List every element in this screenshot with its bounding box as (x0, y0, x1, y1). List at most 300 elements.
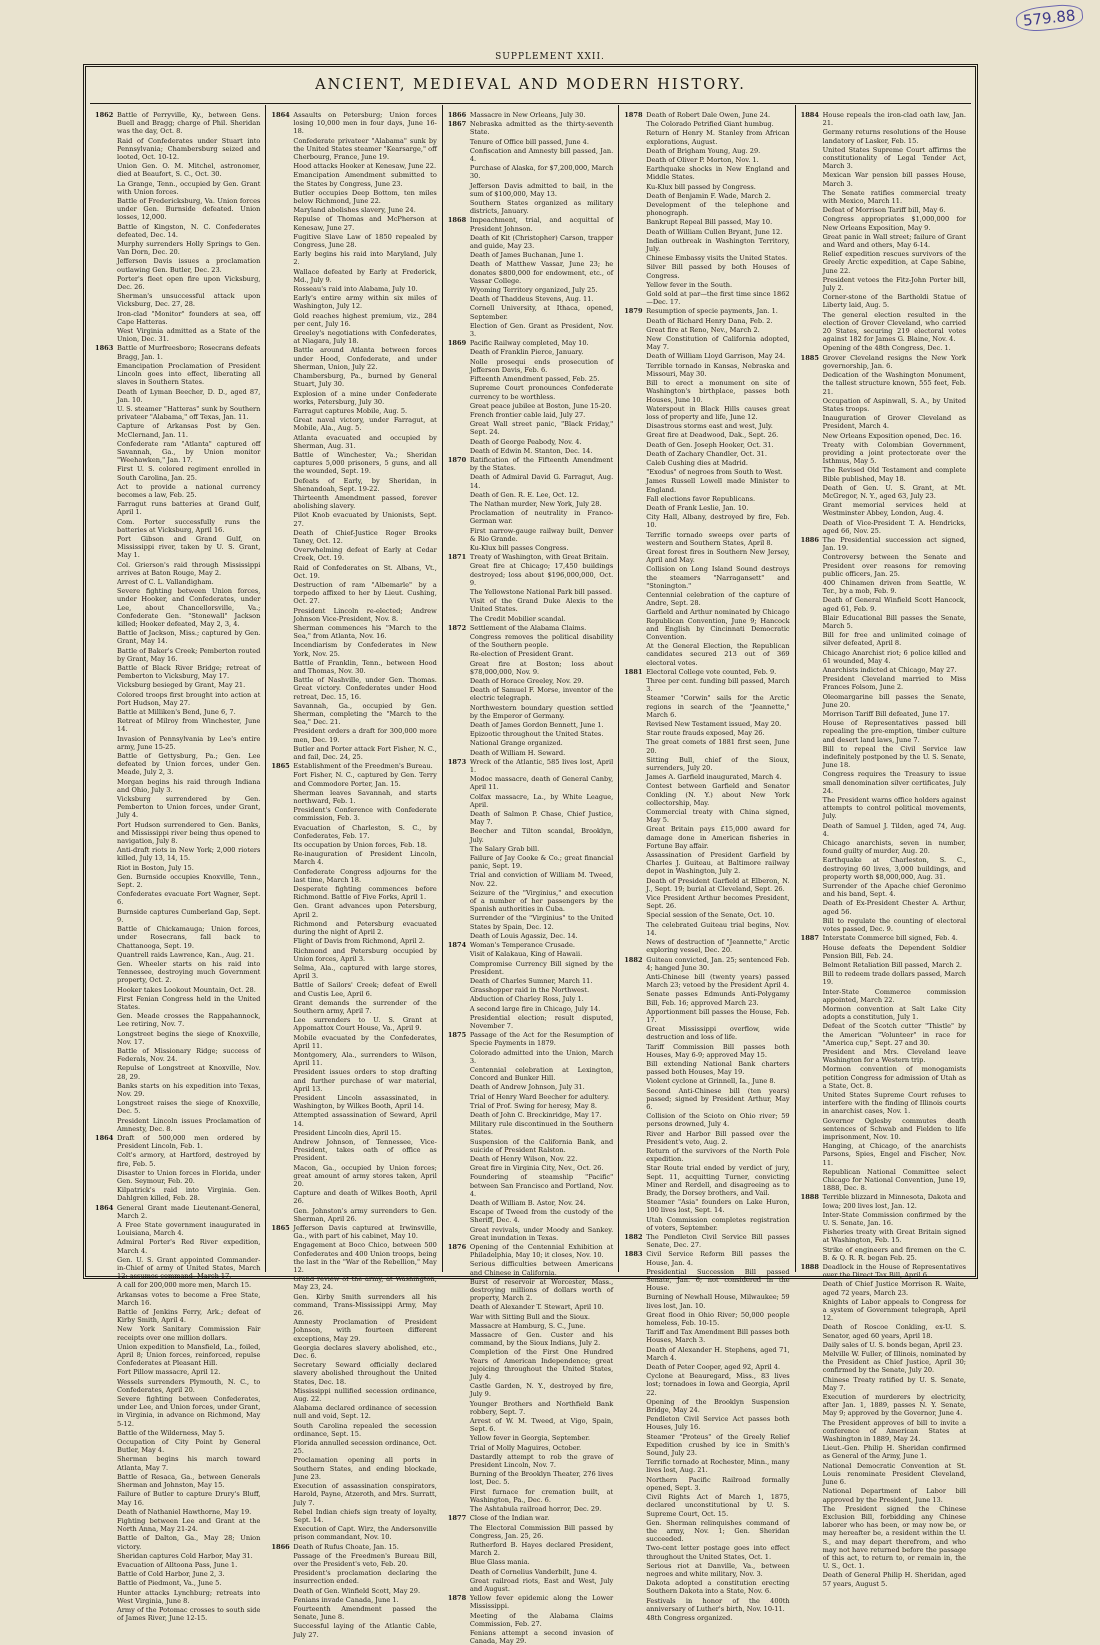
entry-year (271, 937, 293, 945)
entry-year (801, 311, 823, 344)
entry-text: Guiteau convicted, Jan. 25; sentenced Feb. 4; hanged June 30. (646, 955, 790, 972)
entry-text: Death of Oliver P. Morton, Nov. 1. (646, 156, 759, 165)
history-entry (95, 1238, 260, 1254)
entry-text: Congress requires the Treasury to issue small denomination silver certificates, July 24. (822, 770, 967, 795)
entry-text: Surrender of the "Virginius" to the United States by Spain, Dec. 12. (469, 914, 614, 931)
history-entry (95, 1561, 260, 1569)
history-entry (624, 335, 789, 351)
history-entry (801, 1022, 966, 1047)
entry-text: Riot in Boston, July 15. (117, 863, 194, 872)
history-entry (95, 1256, 260, 1281)
entry-text: Death of Alexander T. Stewart, April 10. (469, 1303, 604, 1312)
entry-text: Hanging, at Chicago, of the anarchists Parsons, Spies, Engel and Fischer, Nov. 11. (822, 1142, 967, 1167)
history-entry (271, 641, 436, 657)
entry-text: Col. Grierson's raid through Mississippi arrives at Baton Rouge, May 2. (117, 560, 261, 577)
entry-year (95, 1064, 117, 1080)
entry-year: 1865 (271, 762, 290, 771)
history-entry (624, 450, 789, 458)
history-entry (271, 1569, 436, 1585)
entry-text: Morrison Tariff Bill defeated, June 17. (822, 710, 950, 719)
history-entry (624, 1493, 789, 1518)
history-entry (801, 536, 966, 552)
history-entry (448, 216, 613, 232)
entry-year (801, 171, 823, 187)
entry-year (448, 1303, 470, 1311)
entry-year (271, 285, 293, 293)
entry-text: Battle of Jackson, Miss.; captured by Gen. Grant, May 14. (117, 629, 261, 646)
entry-text: Cyclone at Beauregard, Miss., 83 lives lost; tornadoes in Iowa and Georgia, April 22. (646, 1372, 790, 1397)
entry-text: Death of President Garfield at Elberon, N. J., Sept. 19; burial at Cleveland, Sept. 26. (646, 876, 790, 893)
entry-year (448, 527, 470, 543)
entry-year (448, 1049, 470, 1065)
entry-text: Completion of the First One Hundred Years of American Independence; great rejoicing throughout the United States, July 4. (469, 1348, 614, 1382)
entry-year: 1886 (800, 535, 819, 544)
entry-text: Battle of Jenkins Ferry, Ark.; defeat of Kirby Smith, April 4. (117, 1308, 261, 1325)
entry-year (271, 1094, 293, 1110)
entry-year (624, 608, 646, 641)
history-entry (271, 372, 436, 388)
entry-text: Chinese Treaty ratified by U. S. Senate, May 7. (822, 1375, 967, 1392)
entry-year (448, 375, 470, 383)
history-entry (448, 1322, 613, 1330)
entry-text: President Lincoln re-elected; Andrew Johnson Vice-President, Nov. 8. (293, 606, 437, 623)
history-entry (448, 775, 613, 791)
entry-text: President orders a draft for 300,000 more men, Dec. 19. (293, 727, 437, 744)
history-entry (95, 908, 260, 924)
entry-text: Tenure of Office bill passed, June 4. (469, 137, 589, 146)
entry-text: Fall elections favor Republicans. (646, 494, 756, 503)
entry-year (271, 841, 293, 849)
history-entry (271, 564, 436, 580)
entry-text: Yellow fever in the South. (646, 280, 733, 289)
entry-text: Death of Lyman Beecher, D. D., aged 87, Jan. 10. (117, 387, 261, 404)
history-entry (95, 1395, 260, 1428)
entry-text: Pacific Railway completed, May 10. (469, 339, 589, 348)
entry-year (624, 192, 646, 200)
entry-year: 1876 (447, 1243, 467, 1251)
entry-text: Iron-clad "Monitor" founders at sea, off Cape Hatteras. (117, 309, 261, 326)
history-entry (801, 414, 966, 430)
history-entry (448, 1541, 613, 1557)
history-entry (448, 500, 613, 508)
entry-text: Inter-State Commission confirmed by the U. S. Senate, Jan. 16. (822, 1210, 967, 1227)
history-entry (271, 294, 436, 310)
entry-text: Georgia declares slavery abolished, etc., Dec. 6. (293, 1343, 437, 1361)
entry-year (448, 871, 470, 887)
entry-year (95, 1378, 117, 1394)
history-entry (95, 344, 260, 360)
entry-text: Earthquake at Charleston, S. C., destroying 60 lives, 3,000 buildings, and property worth $8,000,000, Aug. 31. (822, 856, 967, 881)
entry-text: Wreck of the Atlantic, 585 lives lost, April 1. (469, 757, 614, 775)
entry-year (271, 981, 293, 997)
entry-text: Nebraska admitted as the thirty-seventh State. (469, 120, 614, 137)
history-entry (801, 371, 966, 396)
entry-year (448, 1226, 470, 1242)
history-entry (801, 128, 966, 144)
entry-text: Return of Henry M. Stanley from African explorations, August. (646, 129, 790, 146)
entry-year (624, 495, 646, 503)
entry-year (95, 795, 117, 820)
entry-text: Defeats of Early, by Sheridan, in Shenandoah, Sept. 19-22. (293, 476, 437, 493)
entry-text: Death of Gen. Winfield Scott, May 29. (293, 1586, 421, 1595)
history-entry (624, 1112, 789, 1128)
history-entry (448, 491, 613, 499)
entry-year (448, 1417, 470, 1433)
entry-year (448, 845, 470, 853)
entry-text: New Constitution of California adopted, May 7. (646, 335, 790, 352)
entry-text: The President signed the Chinese Exclusion Bill, forbidding any Chinese laborer who has been, or may now be, or may hereafter be, a resident within the U. S., and may depart therefrom, and who may not have returned before the passage of this act, to return to, or remain in, the U. S., Oct. 1. (822, 1504, 967, 1571)
entry-year (95, 223, 117, 239)
history-entry (624, 1544, 789, 1560)
history-entry (95, 1343, 260, 1368)
history-entry (448, 473, 613, 489)
entry-text: Vicksburg surrendered by Gen. Pemberton to Union forces, under Grant, July 4. (117, 795, 261, 820)
history-entry (95, 647, 260, 663)
entry-year (801, 1487, 823, 1503)
history-entry (95, 778, 260, 794)
history-entry (95, 1429, 260, 1437)
entry-text: Epizootic throughout the United States. (469, 730, 604, 739)
entry-text: Failure of Butler to capture Drury's Bluff, May 16. (117, 1490, 261, 1507)
page-title: ANCIENT, MEDIEVAL AND MODERN HISTORY. (90, 67, 971, 104)
entry-text: Chicago anarchists, seven in number, found guilty of murder, Aug. 20. (822, 839, 967, 856)
history-entry (271, 546, 436, 562)
history-entry (801, 719, 966, 744)
history-entry (801, 233, 966, 249)
history-entry (801, 917, 966, 933)
entry-text: Death of Thaddeus Stevens, Aug. 11. (469, 295, 594, 304)
history-entry (801, 1142, 966, 1167)
history-entry (448, 111, 613, 119)
entry-text: Waterspout in Black Hills causes great loss of property and life, June 12. (646, 404, 790, 421)
history-entry (448, 1278, 613, 1303)
entry-text: Sherman begins his march toward Atlanta, May 7. (117, 1455, 261, 1472)
history-entry (271, 215, 436, 231)
entry-year (448, 889, 470, 914)
entry-text: House of Representatives passed bill repealing the pre-emption, timber culture and desert land laws, June 7. (822, 719, 967, 744)
history-entry (448, 1243, 613, 1259)
entry-year (801, 1048, 823, 1064)
entry-year (448, 932, 470, 940)
entry-year (624, 921, 646, 937)
entry-year (448, 411, 470, 419)
entry-year (271, 329, 293, 345)
entry-year (95, 629, 117, 645)
entry-year (801, 719, 823, 744)
entry-text: Severe fighting between Confederates, under Lee, and Union forces, under Grant, in Virginia, in advance on Richmond, May 5-12. (117, 1395, 261, 1428)
history-entry (801, 466, 966, 482)
entry-text: Occupation of City Point by General Butler, May 4. (117, 1438, 261, 1455)
entry-year (448, 704, 470, 720)
history-entry (271, 824, 436, 840)
history-entry (624, 156, 789, 164)
history-entry (448, 1014, 613, 1030)
history-entry (624, 851, 789, 876)
entry-year (801, 189, 823, 205)
entry-year (271, 494, 293, 510)
entry-text: Festivals in honor of the 400th anniversary of Luther's birth, Nov. 10-11. (646, 1596, 790, 1613)
entry-text: Gen. Sherman relinquishes command of the army, Nov. 1; Gen. Sheridan succeeded. (646, 1518, 790, 1544)
history-entry (271, 1543, 436, 1551)
history-entry (624, 1311, 789, 1327)
entry-year (448, 1629, 470, 1645)
history-entry (271, 1068, 436, 1093)
entry-text: Gen. Burnside occupies Knoxville, Tenn., Sept. 2. (117, 872, 261, 890)
entry-text: The Nathan murder, New York, July 28. (469, 499, 602, 508)
entry-year (801, 1462, 823, 1487)
entry-text: Massacre of Gen. Custer and his command, by the Sioux Indians, July 2. (469, 1331, 614, 1348)
history-entry (271, 981, 436, 997)
entry-year (95, 664, 117, 680)
history-entry (801, 171, 966, 187)
entry-text: Pendleton Civil Service Act passes both Houses, July 16. (646, 1415, 790, 1432)
history-entry (448, 1348, 613, 1381)
entry-text: Death of Peter Cooper, aged 92, April 4. (646, 1363, 781, 1372)
entry-text: Ku-Klux bill passed by Congress. (646, 182, 756, 191)
history-entry (95, 240, 260, 256)
history-entry (448, 730, 613, 738)
history-entry (448, 932, 613, 940)
entry-text: Death of Frank Leslie, Jan. 10. (646, 503, 749, 512)
history-entry (801, 1505, 966, 1571)
history-entry (271, 841, 436, 849)
entry-text: General Grant made Lieutenant-General, March 2. (117, 1203, 261, 1220)
entry-text: Mormon convention at Salt Lake City adopts a constitution, July 1. (822, 1004, 967, 1022)
entry-year (624, 441, 646, 449)
entry-year (95, 518, 117, 534)
history-entry (801, 1228, 966, 1244)
entry-year (95, 440, 117, 465)
entry-year (624, 1198, 646, 1214)
entry-year (801, 276, 823, 292)
entry-text: Sherman commences his "March to the Sea," from Atlanta, Nov. 16. (293, 623, 437, 641)
history-entry (624, 894, 789, 910)
entry-text: Opening of the Brooklyn Suspension Bridge, May 24. (646, 1397, 790, 1415)
entry-year (271, 1016, 293, 1032)
entry-text: Sherman leaves Savannah, and starts northward, Feb. 1. (293, 788, 437, 806)
entry-year (448, 138, 470, 146)
entry-text: President's Conference with Confederate commission, Feb. 3. (293, 806, 437, 823)
history-entry (95, 1508, 260, 1516)
entry-text: Explosion of a mine under Confederate works, Petersburg, July 30. (293, 389, 437, 406)
entry-text: Capture and death of Wilkes Booth, April 26. (293, 1189, 437, 1206)
entry-text: Macon, Ga., occupied by Union forces; great amount of army stores taken, April 20. (293, 1163, 437, 1188)
entry-text: Indian outbreak in Washington Territory, July. (646, 236, 790, 254)
history-entry (801, 1263, 966, 1279)
entry-year (95, 1552, 117, 1560)
entry-text: U. S. steamer "Hatteras" sunk by Southern privateer "Alabama," off Texas, Jan. 11. (117, 404, 261, 422)
entry-year (624, 129, 646, 145)
history-entry (271, 1552, 436, 1568)
entry-text: Great revivals, under Moody and Sankey. Great inundation in Texas. (469, 1225, 614, 1242)
history-entry (448, 827, 613, 843)
entry-text: Terrible blizzard in Minnesota, Dakota and Iowa; 200 lives lost, Jan. 12. (822, 1193, 967, 1210)
entry-year (448, 986, 470, 994)
history-entry (271, 1224, 436, 1240)
entry-text: Relief expedition rescues survivors of the Greely Arctic expedition, at Cape Sabine, June 22. (822, 250, 967, 275)
entry-year (448, 588, 470, 596)
history-entry (95, 691, 260, 707)
entry-text: Two-cent letter postage goes into effect throughout the United States, Oct. 1. (646, 1544, 790, 1561)
entry-text: Second Anti-Chinese bill (ten years) passed; signed by President Arthur, May 6. (646, 1086, 790, 1111)
entry-text: Fenians invade Canada, June 1. (293, 1595, 399, 1604)
history-entry (271, 250, 436, 266)
entry-text: Gen. Meade crosses the Rappahannock, Lee retiring, Nov. 7. (117, 1012, 261, 1029)
history-entry (95, 925, 260, 950)
entry-text: The Salary Grab bill. (469, 844, 540, 853)
entry-year (448, 234, 470, 250)
entry-year (624, 1025, 646, 1041)
history-entry (624, 921, 789, 937)
history-entry (624, 1147, 789, 1163)
entry-year (448, 402, 470, 410)
entry-year (448, 1173, 470, 1198)
history-entry (95, 137, 260, 162)
entry-text: Lee surrenders to U. S. Grant at Appomattox Court House, Va., April 9. (293, 1016, 437, 1033)
entry-text: Colfax massacre, La., by White League, April. (469, 792, 614, 809)
entry-year (801, 1211, 823, 1227)
entry-text: Fenians attempt a second invasion of Canada, May 29. (469, 1628, 614, 1645)
entry-text: The Senate ratifies commercial treaty with Mexico, March 11. (822, 188, 967, 206)
entry-year (448, 1331, 470, 1347)
entry-text: Sitting Bull, chief of the Sioux, surrenders, July 20. (646, 755, 790, 773)
entry-text: Desperate fighting commences before Richmond. Battle of Five Forks, April 1. (293, 885, 437, 902)
entry-text: Death of Kit (Christopher) Carson, trapper and guide, May 23. (469, 233, 614, 251)
entry-text: Andrew Johnson, of Tennessee, Vice-President, takes oath of office as President. (293, 1137, 437, 1163)
entry-text: Establishment of the Freedmen's Bureau. (293, 762, 433, 771)
entry-text: Failure of Jay Cooke & Co.; great financial panic, Sept. 19. (469, 854, 614, 871)
history-entry (95, 197, 260, 222)
entry-text: Anti-draft riots in New York; 2,000 rioters killed, July 13, 14, 15. (117, 846, 261, 863)
history-entry (448, 509, 613, 525)
entry-text: Quantrell raids Lawrence, Kan., Aug. 21. (117, 950, 255, 959)
history-entry (271, 727, 436, 743)
entry-year (95, 864, 117, 872)
entry-year (448, 721, 470, 729)
history-entry (448, 1066, 613, 1082)
entry-year (271, 564, 293, 580)
entry-year (271, 1318, 293, 1343)
history-entry (448, 348, 613, 356)
entry-year (271, 1207, 293, 1223)
entry-text: Death of Rufus Choate, Jan. 15. (293, 1542, 399, 1551)
entry-text: Battle of Gettysburg, Pa.; Gen. Lee defeated by Union forces, under Gen. Meade, July 2, 3. (117, 752, 261, 777)
entry-text: Battle of Dalton, Ga., May 28; Union victory. (117, 1534, 261, 1551)
entry-year (624, 459, 646, 467)
entry-year (624, 1077, 646, 1085)
history-entry (624, 1164, 789, 1197)
history-entry (801, 970, 966, 986)
history-table-frame (83, 64, 978, 1645)
entry-text: Death of Gen. R. E. Lee, Oct. 12. (469, 490, 580, 499)
entry-year (95, 162, 117, 178)
entry-year (95, 681, 117, 689)
history-entry (95, 735, 260, 751)
history-entry (801, 189, 966, 205)
entry-text: Death of Chief Justice Morrison R. Waite, aged 72 years, March 23. (822, 1280, 967, 1297)
history-entry (271, 1189, 436, 1205)
entry-text: Incendiarism by Confederates in New York, Nov. 25. (293, 641, 437, 658)
entry-text: Purchase of Alaska, for $7,200,000, March 30. (469, 164, 614, 181)
entry-text: Battle of Chickamauga; Union forces, under Rosecrans, fall back to Chattanooga, Sept. 19. (117, 925, 261, 950)
history-entry (624, 1060, 789, 1076)
entry-text: Hood attacks Hooker at Kenesaw, June 22. (293, 162, 437, 171)
entry-year (624, 405, 646, 421)
entry-text: House defeats the Dependent Soldier Pension Bill, Feb. 24. (822, 943, 967, 960)
entry-year (624, 1398, 646, 1414)
history-entry (95, 1099, 260, 1115)
history-entry (95, 1579, 260, 1587)
history-entry (95, 1438, 260, 1454)
history-entry (624, 441, 789, 449)
entry-text: Death of Admiral David G. Farragut, Aug. 14. (469, 473, 614, 490)
entry-text: Impeachment, trial, and acquittal of President Johnson. (469, 216, 614, 233)
entry-text: Bill for free and unlimited coinage of silver defeated, April 8. (822, 631, 967, 648)
history-entry (271, 1034, 436, 1050)
entry-year (95, 327, 117, 343)
entry-text: Rosseau's raid into Alabama, July 10. (293, 285, 418, 294)
entry-text: Wyoming Territory organized, July 25. (469, 286, 598, 295)
history-entry (624, 1233, 789, 1249)
history-entry (271, 1138, 436, 1163)
history-entry (801, 1571, 966, 1587)
entry-text: Death of George Peabody, Nov. 4. (469, 437, 582, 446)
entry-text: Gen. Johnston's army surrenders to Gen. Sherman, April 26. (293, 1206, 437, 1223)
entry-text: Confederate privateer "Alabama" sunk by the United States steamer "Kearsarge," off Cherbourg, France, June 19. (293, 136, 437, 162)
entry-text: Burning of Newhall House, Milwaukee; 59 lives lost, Jan. 10. (646, 1293, 790, 1310)
entry-year (95, 197, 117, 222)
entry-year (448, 348, 470, 356)
entry-year (624, 156, 646, 164)
entry-text: Act to provide a national currency becomes a law, Feb. 25. (117, 482, 261, 499)
history-entry (448, 295, 613, 303)
history-entry (448, 234, 613, 250)
entry-text: Gold sold at par—the first time since 1862—Dec. 17. (646, 290, 790, 307)
history-entry (95, 717, 260, 733)
entry-year: 1871 (447, 553, 467, 562)
entry-text: Richmond and Petersburg evacuated during the night of April 2. (293, 919, 437, 937)
entry-year (271, 947, 293, 963)
entry-text: The Credit Mobilier scandal. (469, 614, 566, 623)
entry-year: 1873 (447, 757, 467, 766)
entry-text: Army of the Potomac crosses to south side of James River, June 12-15. (117, 1605, 261, 1623)
entry-year (95, 1606, 117, 1622)
history-entry (448, 1558, 613, 1566)
entry-text: Battle of Winchester, Va.; Sheridan captures 5,000 prisoners, 5 guns, and all the wounded, Sept. 19. (293, 450, 437, 476)
entry-text: Battle of Fredericksburg, Va. Union forces under Gen. Burnside defeated. Union losses, 12,000. (117, 197, 261, 222)
entry-text: Great fire in Virginia City, Nev., Oct. 26. (469, 1164, 604, 1173)
entry-text: Fort Fisher, N. C., captured by Gen. Terry and Commodore Porter, Jan. 15. (293, 771, 437, 788)
entry-year (448, 251, 470, 259)
entry-text: Death of William B. Astor, Nov. 24. (469, 1198, 586, 1207)
history-entry (448, 1208, 613, 1224)
entry-year (801, 1005, 823, 1021)
history-entry (271, 937, 436, 945)
history-entry (624, 218, 789, 226)
history-entry (624, 165, 789, 181)
history-entry (624, 738, 789, 754)
history-entry (801, 293, 966, 309)
history-entry (271, 390, 436, 406)
entry-year (271, 1605, 293, 1621)
entry-text: Nolle prosequi ends prosecution of Jefferson Davis, Feb. 6. (469, 357, 614, 374)
entry-text: First Fenian Congress held in the United States. (117, 994, 261, 1011)
entry-year: 1864 (95, 1133, 114, 1142)
entry-year (95, 1099, 117, 1115)
history-entry (801, 1117, 966, 1142)
history-entry (624, 459, 789, 467)
history-entry (624, 1519, 789, 1544)
